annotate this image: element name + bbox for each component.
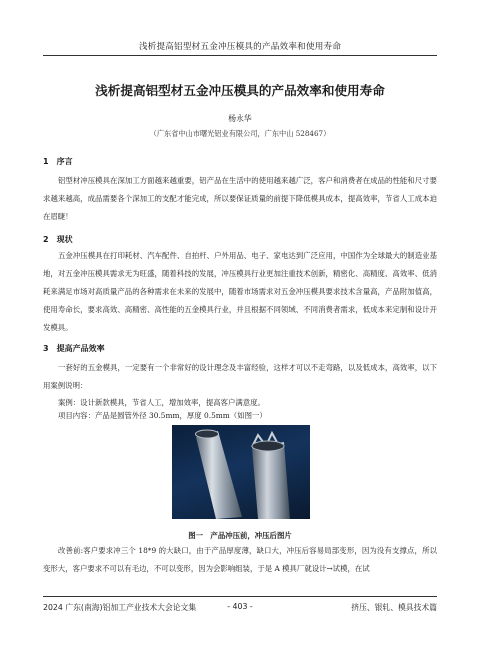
header-rule — [43, 55, 437, 56]
project-line: 项目内容：产品是圆管外径 30.5mm，厚度 0.5mm（如图一） — [58, 411, 267, 420]
figure-caption: 图一 产品冲压前，冲压后图片 — [188, 531, 292, 540]
footer-proceedings: 2024 广东(南海)铝加工产业技术大会论文集 — [43, 603, 197, 612]
footer-rule — [43, 596, 437, 597]
case-line: 案例：设计新款模具，节省人工，增加效率，提高客户满意度。 — [58, 398, 265, 407]
author-affiliation: （广东省中山市曙光铝业有限公司，广东中山 528467） — [149, 129, 331, 138]
article-title: 浅析提高铝型材五金冲压模具的产品效率和使用寿命 — [95, 83, 385, 98]
product-photo — [172, 425, 310, 519]
footer-section-name: 挤压、银轧、模具技术篇 — [351, 603, 437, 612]
running-header: 浅析提高铝型材五金冲压模具的产品效率和使用寿命 — [138, 42, 342, 52]
section-status-text: 五金冲压模具在打印耗材、汽车配件、自拍杆、户外用品、电子、家电达到广泛应用，中国作为全球最大的制造业基地，对五金冲压模具需求无为旺盛，随着科技的发展，冲压模具行业更加注重技术创新，精密化、高精度、高效率、低消耗来满足市场对高质量产品的各种需求在未来的发展中，随着市场需求对五金冲压模具要求技术含量高，产品附加值高，使用寿命长，要求高效、高精密、高性能的五金模具行业，并且根据不同领域、不同消费者需求，低成本来定制和设计开发模具。 — [43, 251, 437, 332]
aluminum-tubes-illustration — [172, 425, 310, 519]
section-efficiency-text: 一套好的五金模具，一定要有一个非常好的设计理念及丰富经验，这样才可以不走弯路，以及低成本，高效率，以下用案例说明： — [43, 363, 437, 390]
before-improvement-text: 改善前:客户要求冲三个 18*9 的大缺口，由于产品厚度薄，缺口大，冲压后容易局部变形，因为没有支撑点，所以变形大，客户要求不可以有毛边，不可以变形，因为会影响组装，于是 A 模具厂就设计→试模，在试 — [43, 546, 437, 573]
section-heading-status: 2 现状 — [43, 235, 73, 244]
section-intro-text: 铝型材冲压模具在深加工方面越来越重要，铝产品在生活中的使用越来越广泛，客户和消费者在成品的性能和尺寸要求越来越高，成品需要各个深加工的支配才能完成，所以要保证质量的前提下降低模具成本，提高效率，节省人工成本迫在眉睫！ — [43, 176, 437, 221]
section-heading-intro: 1 序言 — [43, 157, 73, 166]
page-number: - 403 - — [227, 602, 253, 611]
section-heading-efficiency: 3 提高产品效率 — [43, 344, 105, 353]
author-name: 杨永华 — [228, 114, 252, 123]
